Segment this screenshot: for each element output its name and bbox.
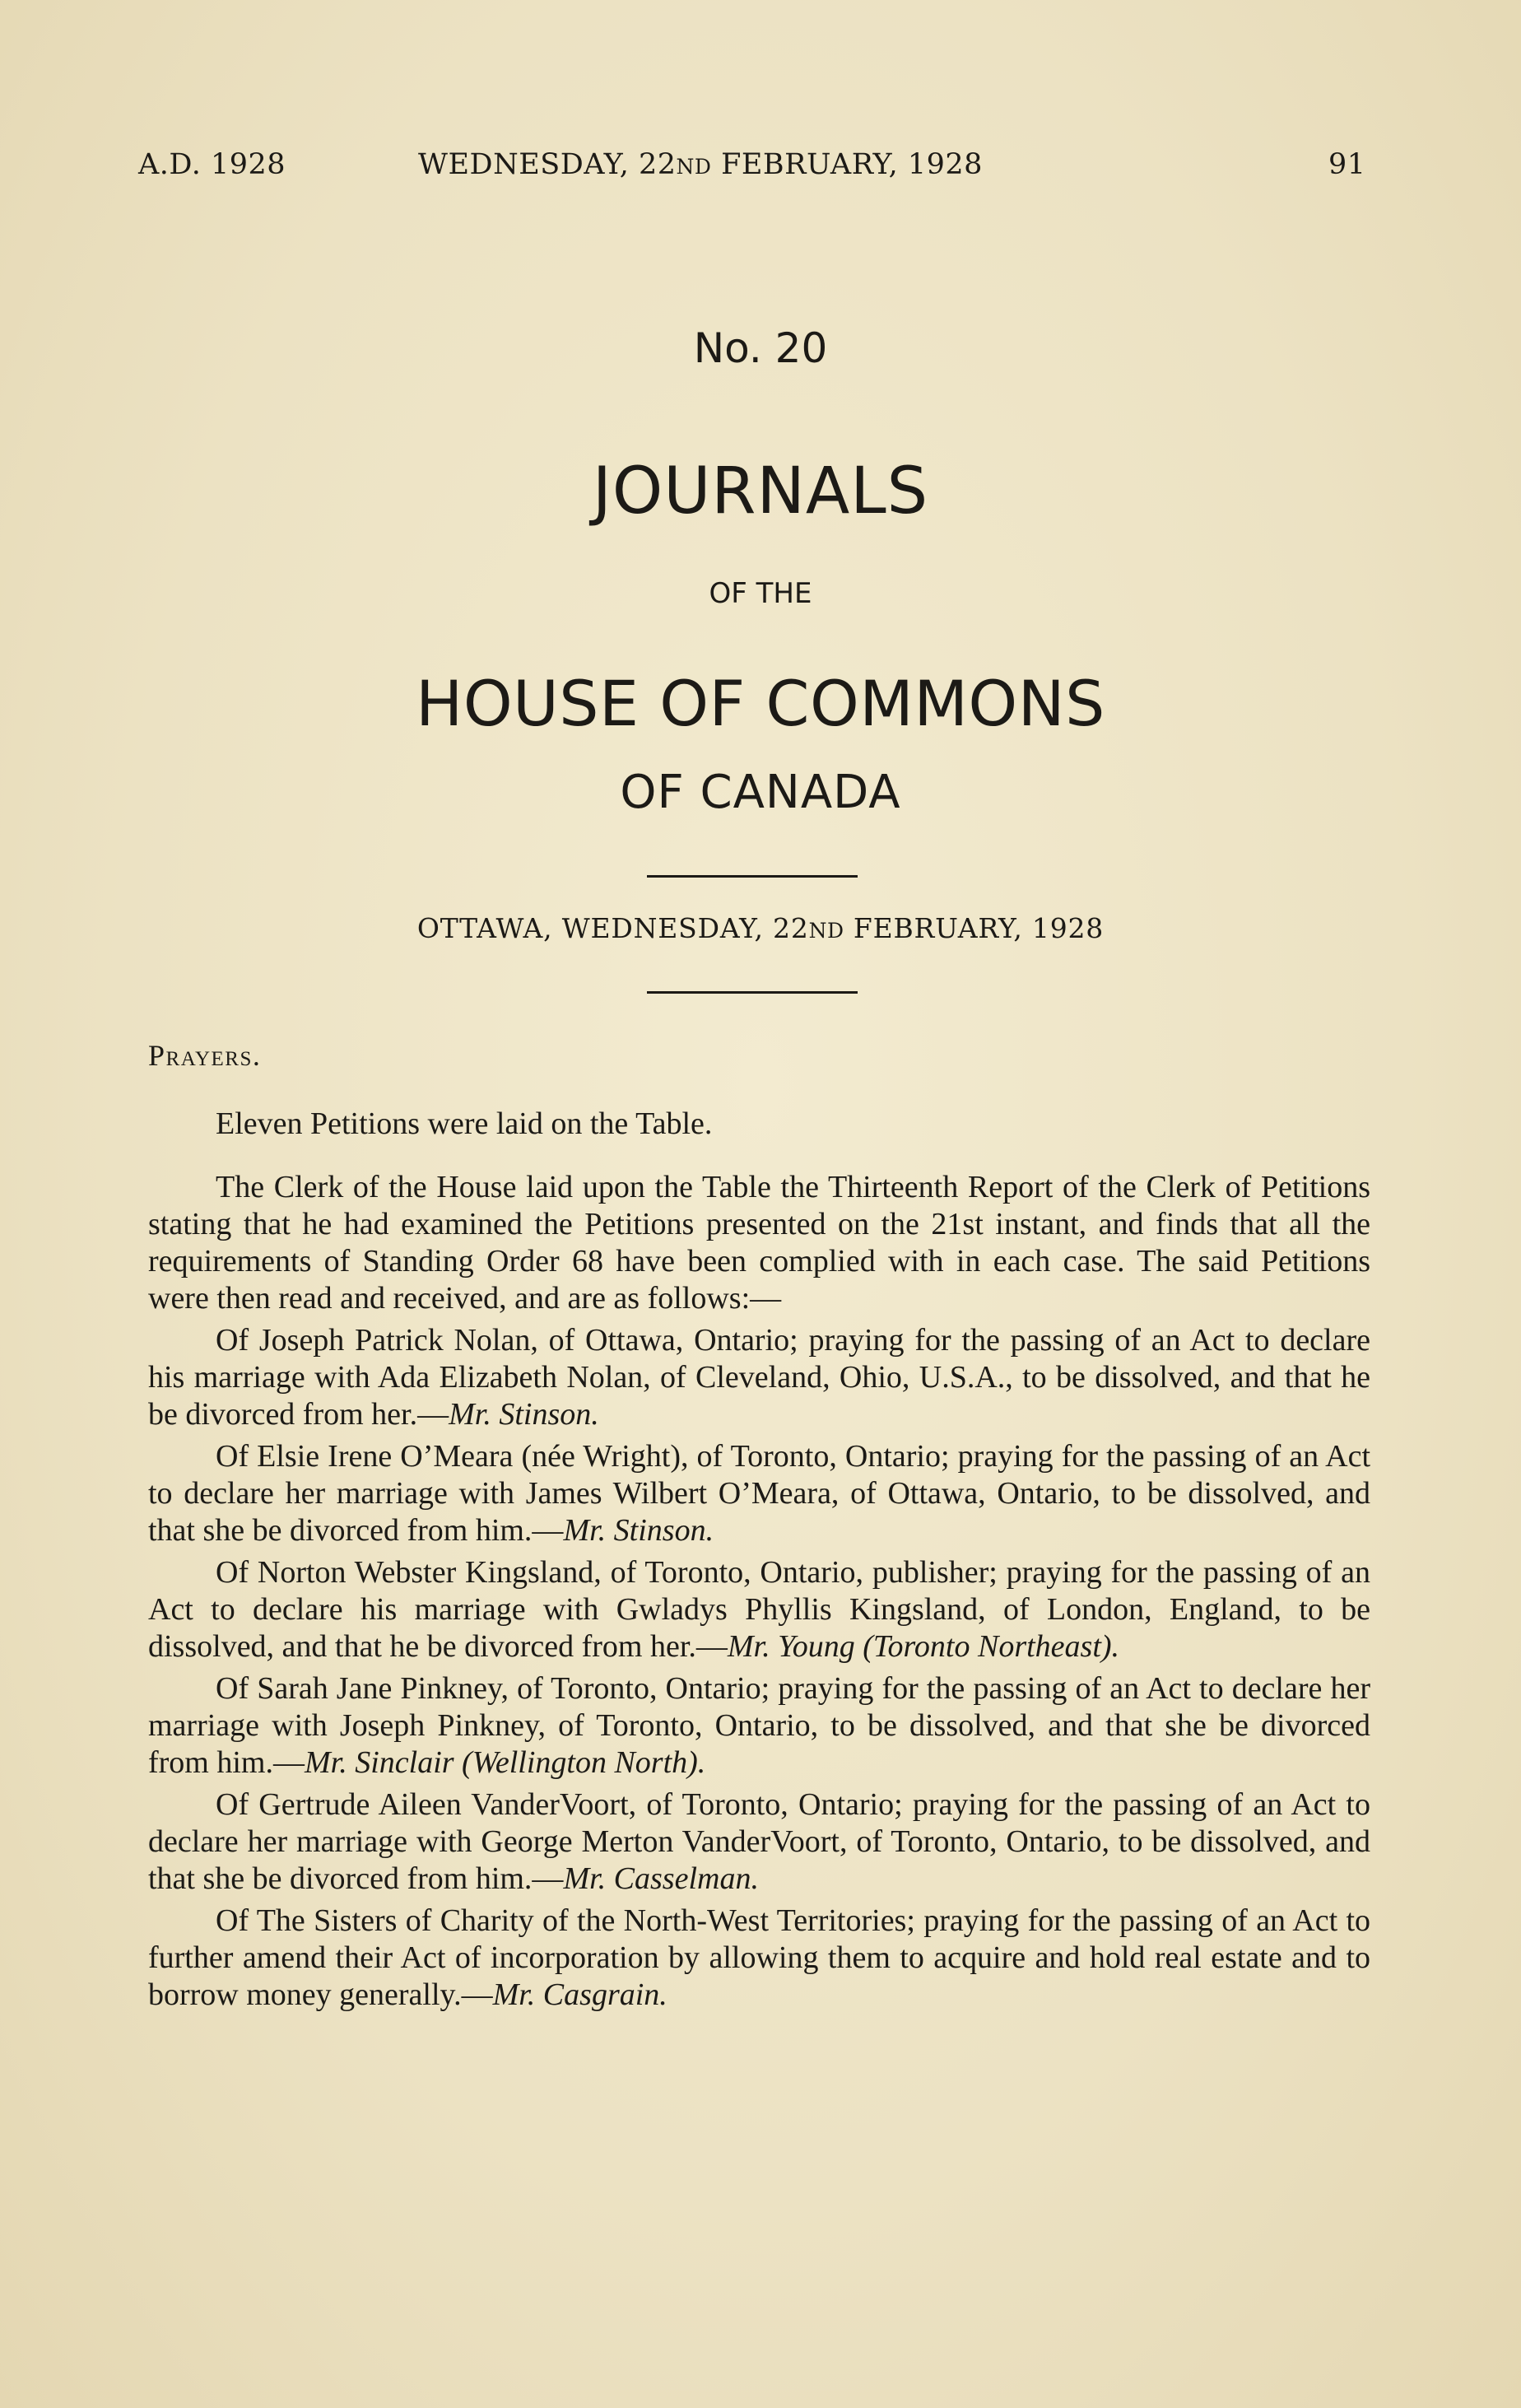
- proceedings-body: [148, 1037, 1370, 2014]
- petition-paragraph: [148, 1554, 1370, 1665]
- petition-text: Of Gertrude Aileen VanderVoort, of Toronto, Ontario; praying for the passing of an Act to declare her marriage with George Merton VanderVoort, of Toronto, Ontario, to be dissolved, and that she be divorced from him.—: [148, 1787, 1370, 1896]
- title-of-the: OF THE: [709, 577, 812, 610]
- petition-paragraph: [148, 1786, 1370, 1898]
- petition-mover: Mr. Stinson.: [563, 1513, 714, 1548]
- petition-paragraph: [148, 1670, 1370, 1782]
- divider-rule: [647, 875, 858, 878]
- header-year: A.D. 1928: [138, 148, 286, 181]
- petition-text: Of Elsie Irene O’Meara (née Wright), of Toronto, Ontario; praying for the passing of an Act to declare her marriage with James Wilbert O’Meara, of Ottawa, Ontario, to be dissolved, and that she be divorced from him.—: [148, 1439, 1370, 1548]
- petition-mover: Mr. Casgrain.: [492, 1977, 667, 2012]
- petition-mover: Mr. Sinclair (Wellington North).: [304, 1745, 706, 1780]
- prayers-heading: Prayers.: [148, 1039, 262, 1072]
- petition-mover: Mr. Young (Toronto Northeast).: [727, 1629, 1120, 1664]
- journal-title: JOURNALS: [592, 454, 929, 529]
- header-date: [418, 148, 983, 181]
- petition-text: Of Norton Webster Kingsland, of Toronto, Ontario, publisher; praying for the passing of an Act to declare his marriage with Gwladys Phyllis Kingsland, of London, England, to be dissolved, and that he be divorced from her.—: [148, 1555, 1370, 1664]
- petition-text: Of Joseph Patrick Nolan, of Ottawa, Ontario; praying for the passing of an Act to declare his marriage with Ada Elizabeth Nolan, of Cleveland, Ohio, U.S.A., to be dissolved, and that he be divorced from her.—: [148, 1323, 1370, 1432]
- header-date-part: WEDNESDAY, 22: [418, 148, 677, 181]
- petition-paragraph: [148, 1322, 1370, 1433]
- petition-text: Of Sarah Jane Pinkney, of Toronto, Ontario; praying for the passing of an Act to declare her marriage with Joseph Pinkney, of Toronto, Ontario, to be dissolved, and that she be divorced from him.—: [148, 1671, 1370, 1780]
- header-date-rest: FEBRUARY, 1928: [711, 148, 983, 181]
- clerk-report-paragraph: The Clerk of the House laid upon the Table the Thirteenth Report of the Clerk of Petitions stating that he had examined the Petitions presented on the 21st instant, and finds that all the requirements of Standing Order 68 have been complied with in each case. The said Petitions were then read and received, and are as follows:—: [148, 1170, 1370, 1316]
- header-date-ordinal: ND: [676, 155, 712, 179]
- dateline-part: OTTAWA, WEDNESDAY, 22: [416, 912, 809, 944]
- petition-text: Of The Sisters of Charity of the North-West Territories; praying for the passing of an Act to further amend their Act of incorporation by allowing them to acquire and hold real estate and to borrow money generally.—: [148, 1903, 1370, 2012]
- sitting-dateline: [0, 912, 1521, 944]
- petition-paragraph: [148, 1903, 1370, 2014]
- divider-rule: [647, 991, 858, 994]
- title-house-of-commons: HOUSE OF COMMONS: [416, 667, 1105, 740]
- dateline-rest: FEBRUARY, 1928: [844, 912, 1105, 944]
- petition-mover: Mr. Casselman.: [563, 1861, 759, 1896]
- dateline-ordinal: ND: [808, 919, 844, 943]
- running-head: [132, 148, 1366, 189]
- title-of-canada: OF CANADA: [620, 766, 901, 819]
- journal-number: No. 20: [693, 324, 828, 372]
- page-number: 91: [1328, 148, 1366, 181]
- petition-paragraph: [148, 1438, 1370, 1549]
- petition-mover: Mr. Stinson.: [449, 1397, 599, 1432]
- petitions-laid-paragraph: Eleven Petitions were laid on the Table.: [216, 1106, 713, 1141]
